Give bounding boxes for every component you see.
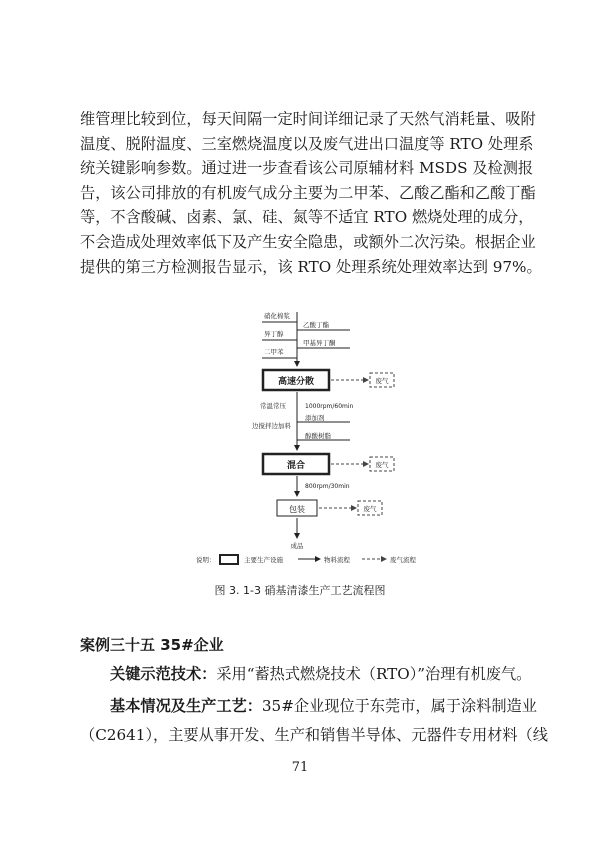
step-condition: 1000rpm/60min (305, 403, 354, 410)
additive-label: 添加剂 (305, 414, 325, 422)
step-condition: 常温常压 (260, 402, 286, 410)
input-label: 乙酸丁酯 (303, 321, 329, 329)
intro-paragraph (80, 107, 542, 279)
input-label: 二甲苯 (264, 348, 284, 356)
waste-gas-label: 废气 (363, 505, 377, 513)
intro-line: 统关键影响参数。通过进一步查看该公司原辅材料 MSDS 及检测报 (80, 159, 534, 178)
legend-label: 说明： (196, 556, 216, 564)
page-number: 71 (291, 760, 309, 775)
input-label: 异丁醇 (264, 330, 284, 338)
input-label: 甲基异丁酮 (303, 339, 336, 347)
basic-text-line: （C2641），主要从事开发、生产和销售半导体、元器件专用材料（线 (80, 726, 548, 744)
additive-label: 醇酸树脂 (305, 432, 331, 440)
legend-material: 物料流程 (324, 556, 350, 564)
tech-paragraph (80, 660, 532, 689)
step-mixing: 混合 (286, 461, 306, 471)
product-label: 成品 (290, 542, 304, 550)
input-label: 硝化棉浆 (264, 312, 290, 320)
intro-line: 维管理比较到位，每天间隔一定时间详细记录了天然气消耗量、吸附 (80, 110, 536, 128)
intro-line: 提供的第三方检测报告显示，该 RTO 处理系统处理效率达到 97%。 (80, 257, 542, 276)
figure-caption: 图 3. 1-3 硝基清漆生产工艺流程图 (214, 584, 386, 597)
legend-facility: 主要生产设施 (244, 556, 283, 564)
waste-gas-label: 废气 (375, 377, 389, 385)
step-high-speed-dispersion: 高速分散 (277, 377, 315, 387)
step-packaging: 包装 (289, 505, 305, 514)
intro-line: 温度、脱附温度、三室燃烧温度以及废气进出口温度等 RTO 处理系 (80, 134, 534, 153)
waste-gas-label: 废气 (375, 461, 389, 469)
basic-text: 35#企业现位于东莞市，属于涂料制造业 (261, 697, 537, 715)
process-flow-diagram (0, 300, 600, 570)
intro-line: 告，该公司排放的有机废气成分主要为二甲苯、乙酸乙酯和乙酸丁酯 (80, 183, 536, 202)
legend-waste: 废气流程 (390, 556, 416, 564)
legend (196, 555, 417, 564)
tech-text: 采用“蓄热式燃烧技术（RTO）”治理有机废气。 (216, 665, 532, 683)
tech-label: 关键示范技术： (110, 665, 217, 683)
step-condition: 800rpm/30min (305, 483, 350, 490)
basic-paragraph (80, 692, 548, 750)
intro-line: 不会造成处理效率低下及产生安全隐患，或额外二次污染。根据企业 (80, 232, 536, 251)
basic-label: 基本情况及生产工艺： (110, 697, 262, 715)
case-heading: 案例三十五 35#企业 (80, 636, 224, 654)
intro-line: 等，不含酸碱、卤素、氯、硅、氮等不适宜 RTO 燃烧处理的成分， (80, 208, 534, 227)
step-condition: 边搅拌边加料 (252, 422, 291, 430)
